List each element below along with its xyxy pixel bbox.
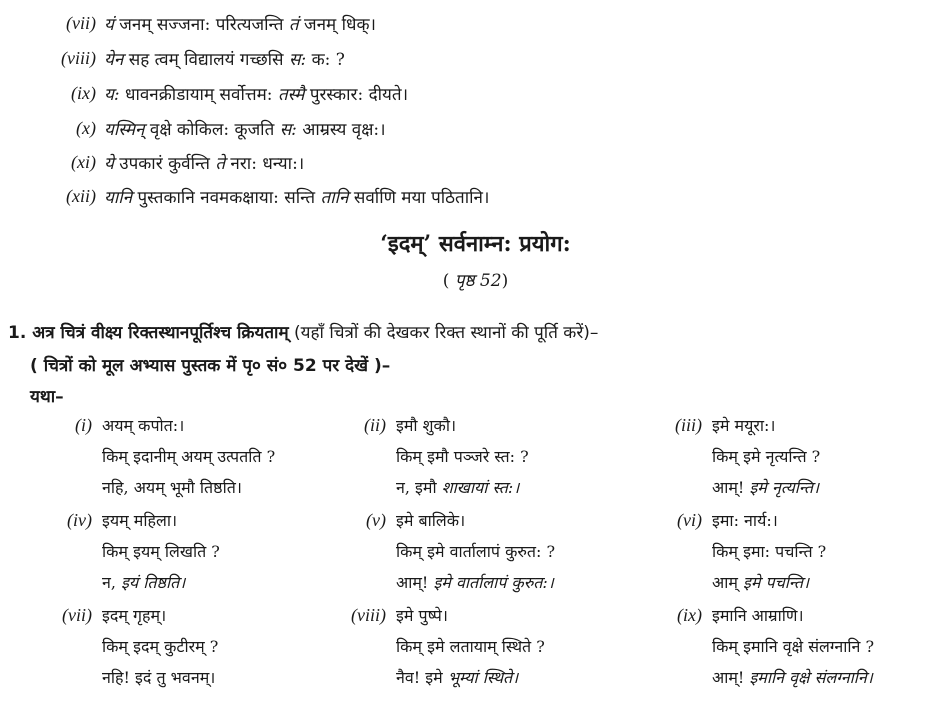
sentence-vii: [0, 8, 376, 38]
example-number: (ix): [677, 605, 702, 625]
example-answer: न,: [102, 573, 122, 592]
example-question: किम् इयम् लिखति ?: [102, 542, 220, 561]
example-ix: [640, 600, 874, 693]
sentence-x: [0, 113, 386, 143]
text-part: पुरस्कार: दीयते।: [304, 84, 409, 105]
sentence-number: (xi): [71, 151, 96, 172]
relative-pronoun: यानि: [104, 187, 133, 208]
example-ii: [330, 410, 529, 503]
example-question: किम् इमा: पचन्ति ?: [712, 542, 827, 561]
text-part: सह त्वम् विद्यालयं गच्छसि: [123, 49, 289, 70]
example-statement: इमे पुष्पे।: [396, 606, 448, 625]
example-number: (i): [75, 415, 92, 435]
example-answer: आम्!: [712, 478, 750, 497]
question-number: 1.: [8, 323, 27, 343]
example-statement: इमा: नार्य:।: [712, 511, 778, 530]
example-question: किम् इदम् कुटीरम् ?: [102, 637, 219, 656]
sentence-xii: [0, 181, 489, 211]
text-part: आम्रस्य वृक्ष:।: [296, 119, 386, 140]
sentence-text: [104, 82, 408, 105]
page-reference: [0, 268, 951, 291]
correlative-pronoun: स:: [279, 119, 297, 140]
relative-pronoun: येन: [104, 49, 124, 70]
question-note: ( चित्रों को मूल अभ्यास पुस्तक में पृ० सं० 52 पर देखें )–: [30, 356, 391, 376]
example-answer-italic: इयं तिष्ठति।: [121, 573, 186, 592]
sentence-text: [104, 117, 386, 140]
text-part: नरा: धन्या:।: [225, 153, 305, 174]
example-answer-italic: भूम्यां स्थिते।: [447, 668, 519, 687]
sentence-number: (xii): [66, 185, 96, 206]
example-iv: [30, 505, 220, 598]
example-answer: नैव! इमे: [396, 668, 448, 687]
page-reference-text: पृष्ठ 52: [454, 271, 502, 291]
text-part: जनम् सज्जना: परित्यजन्ति: [113, 14, 289, 35]
sentence-text: [104, 151, 304, 174]
relative-pronoun: ये: [104, 153, 114, 174]
question-1: [8, 320, 598, 343]
example-iii: [640, 410, 820, 503]
example-answer-italic: इमे पचन्ति।: [743, 573, 810, 592]
example-vi: [640, 505, 826, 598]
text-part: पुस्तकानि नवमकक्षाया: सन्ति: [132, 187, 321, 208]
example-statement: इमौ शुकौ।: [396, 416, 457, 435]
sentence-number: (x): [76, 117, 96, 138]
example-answer: नहि, अयम् भूमौ तिष्ठति।: [102, 478, 242, 497]
example-question: किम् इमे लतायाम् स्थिते ?: [396, 637, 545, 656]
example-viii: [330, 600, 545, 693]
example-answer: आम्!: [396, 573, 434, 592]
text-part: उपकारं कुर्वन्ति: [113, 153, 216, 174]
example-answer: आम्: [712, 573, 744, 592]
example-number: (vi): [677, 510, 702, 530]
example-answer-italic: शाखायां स्त:।: [441, 478, 520, 497]
sentence-number: (vii): [66, 12, 96, 33]
text-part: धावनक्रीडायाम् सर्वोत्तम:: [119, 84, 278, 105]
sentence-number: (ix): [71, 82, 96, 103]
text-part: क: ?: [306, 49, 345, 70]
sentence-xi: [0, 147, 304, 177]
sentence-number: (viii): [61, 47, 96, 68]
example-statement: इदम् गृहम्।: [102, 606, 167, 625]
example-v: [330, 505, 555, 598]
example-number: (ii): [364, 415, 386, 435]
example-answer: न, इमौ: [396, 478, 442, 497]
text-part: वृक्षे कोकिल: कूजति: [144, 119, 280, 140]
text-part: सर्वाणि मया पठितानि।: [348, 187, 490, 208]
example-answer: आम्!: [712, 668, 750, 687]
example-answer-italic: इमानि वृक्षे संलग्नानि।: [749, 668, 873, 687]
example-i: [30, 410, 275, 503]
sentence-text: [104, 185, 489, 208]
example-number: (viii): [351, 605, 386, 625]
example-label: यथा–: [30, 387, 64, 407]
example-question: किम् इमे वार्तालापं कुरुत: ?: [396, 542, 556, 561]
example-question: किम् इमे नृत्यन्ति ?: [712, 447, 821, 466]
example-number: (iii): [675, 415, 702, 435]
sentence-text: [104, 12, 376, 35]
example-question: किम् इदानीम् अयम् उत्पतति ?: [102, 447, 276, 466]
text-part: जनम् धिक्।: [298, 14, 376, 35]
example-statement: अयम् कपोत:।: [102, 416, 185, 435]
example-statement: इयम् महिला।: [102, 511, 178, 530]
correlative-pronoun: तं: [288, 14, 299, 35]
correlative-pronoun: ते: [215, 153, 226, 174]
correlative-pronoun: स:: [288, 49, 307, 70]
relative-pronoun: यस्मिन्: [104, 119, 145, 140]
paren-close: ): [501, 271, 509, 291]
relative-pronoun: य:: [104, 84, 120, 105]
relative-pronoun: यं: [104, 14, 114, 35]
example-answer-italic: इमे नृत्यन्ति।: [749, 478, 820, 497]
correlative-pronoun: तस्मै: [277, 84, 305, 105]
question-hindi-note: (यहाँ चित्रों की देखकर रिक्त स्थानों की पूर्ति करें)–: [288, 323, 599, 343]
example-question: किम् इमौ पञ्जरे स्त: ?: [396, 447, 529, 466]
example-statement: इमे मयूरा:।: [712, 416, 776, 435]
sentence-ix: [0, 78, 408, 108]
question-instruction: अत्र चित्रं वीक्ष्य रिक्तस्थानपूर्तिश्च क्रियताम्: [32, 323, 289, 343]
example-number: (vii): [62, 605, 92, 625]
example-answer: नहि! इदं तु भवनम्।: [102, 668, 216, 687]
paren-open: (: [442, 271, 455, 291]
sentence-text: [104, 47, 345, 70]
example-statement: इमानि आम्राणि।: [712, 606, 804, 625]
example-vii: [30, 600, 218, 693]
example-question: किम् इमानि वृक्षे संलग्नानि ?: [712, 637, 875, 656]
example-statement: इमे बालिके।: [396, 511, 466, 530]
sentence-viii: [0, 43, 345, 73]
example-number: (iv): [67, 510, 92, 530]
example-number: (v): [366, 510, 386, 530]
example-answer-italic: इमे वार्तालापं कुरुत:।: [433, 573, 554, 592]
section-heading: ‘इदम्’ सर्वनाम्न: प्रयोग:: [380, 231, 571, 257]
correlative-pronoun: तानि: [320, 187, 349, 208]
